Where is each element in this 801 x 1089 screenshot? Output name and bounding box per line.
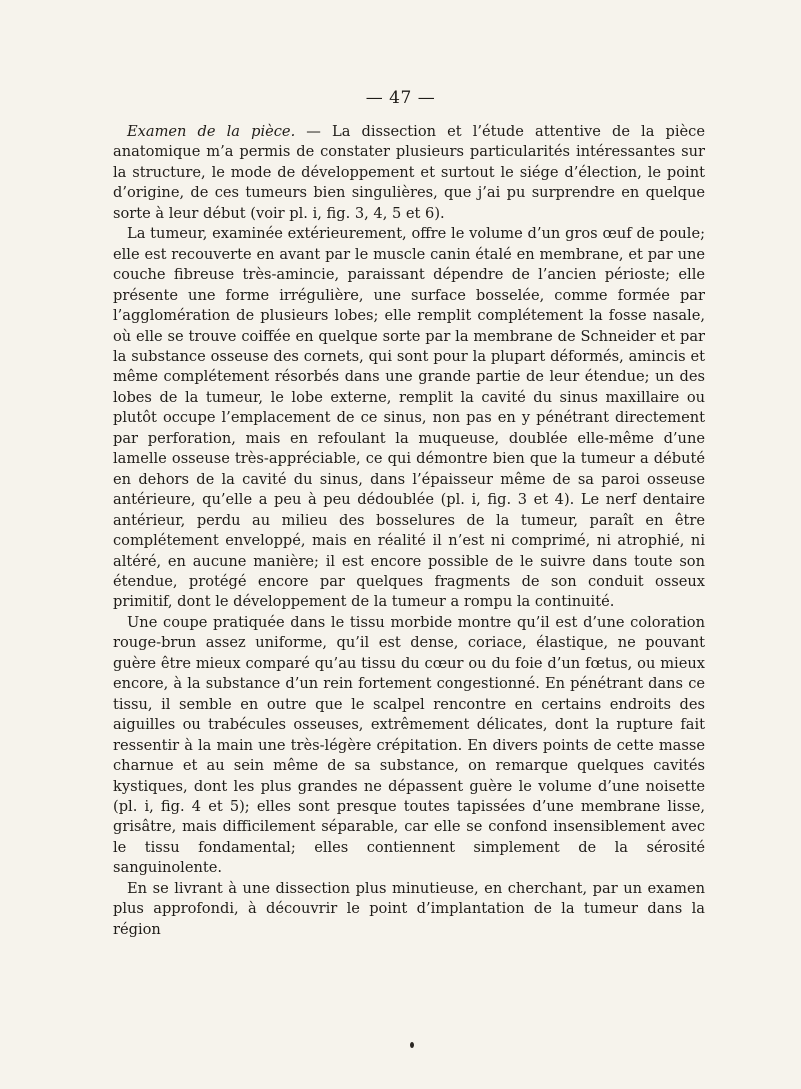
paragraph-2: La tumeur, examinée extérieurement, offre le volume d’un gros œuf de poule; elle est recouverte en avant par le muscle canin étalé en membrane, et par une couche fibreuse très-amincie, paraissant dépendre de l’ancien périoste; elle présente une forme irrégulière, une surface bosselée, comme formée par l’agglomération de plusieurs lobes; elle remplit complétement la fosse nasale, où elle se trouve coiffée en quelque sorte par la membrane de Schneider et par la substance osseuse des cornets, qui sont pour la plupart déformés, amincis et même complétement résorbés dans une grande partie de leur étendue; un des lobes de la tumeur, le lobe externe, remplit la cavité du sinus maxillaire ou plutôt occupe l’emplacement de ce sinus, non pas en y pénétrant directement par perforation, mais en refoulant la muqueuse, doublée elle-même d’une lamelle osseuse très-appréciable, ce qui démontre bien que la tumeur a débuté en dehors de la cavité du sinus, dans l’épaisseur même de sa paroi osseuse antérieure, qu’elle a peu à peu dédoublée (pl. i, fig. 3 et 4). Le nerf dentaire antérieur, perdu au milieu des bosselures de la tumeur, paraît en être complétement enveloppé, mais en réalité il n’est ni comprimé, ni atrophié, ni altéré, en aucune manière; il est encore possible de le suivre dans toute son étendue, protégé encore par quelques fragments de son conduit osseux primitif, dont le développement de la tumeur a rompu la continuité. — [113, 225, 705, 611]
page-number: — 47 — — [365, 88, 436, 108]
body-text — [113, 122, 705, 940]
paragraph-1-text: — La dissection et l’étude attentive de la pièce anatomique m’a permis de constater plusieurs particularités intéressantes sur la structure, le mode de développement et surtout le siége d’élection, le point d’origine, de ces tumeurs bien singulières, que j’ai pu surprendre en quelque sorte à leur début (voir pl. i, fig. 3, 4, 5 et 6). — [113, 123, 705, 222]
paragraph-3: Une coupe pratiquée dans le tissu morbide montre qu’il est d’une coloration rouge-brun assez uniforme, qu’il est dense, coriace, élastique, ne pouvant guère être mieux comparé qu’au tissu du cœur ou du foie d’un fœtus, ou mieux encore, à la substance d’un rein fortement congestionné. En pénétrant dans ce tissu, il semble en outre que le scalpel rencontre en certains endroits des aiguilles ou trabécules osseuses, extrêmement délicates, dont la rupture fait ressentir à la main une très-légère crépitation. En divers points de cette masse charnue et au sein même de sa substance, on remarque quelques cavités kystiques, dont les plus grandes ne dépassent guère le volume d’une noisette (pl. i, fig. 4 et 5); elles sont presque toutes tapissées d’une membrane lisse, grisâtre, mais difficilement séparable, car elle se confond insensiblement avec le tissu fondamental; elles contiennent simplement de la sérosité sanguinolente. — [113, 613, 705, 877]
section-heading: Examen de la pièce. — [127, 123, 296, 140]
paragraph-1 — [113, 122, 705, 224]
ink-speck — [410, 1042, 414, 1048]
paragraph-4: En se livrant à une dissection plus minutieuse, en cherchant, par un examen plus approfondi, à découvrir le point d’implantation de la tumeur dans la région — [113, 879, 705, 938]
